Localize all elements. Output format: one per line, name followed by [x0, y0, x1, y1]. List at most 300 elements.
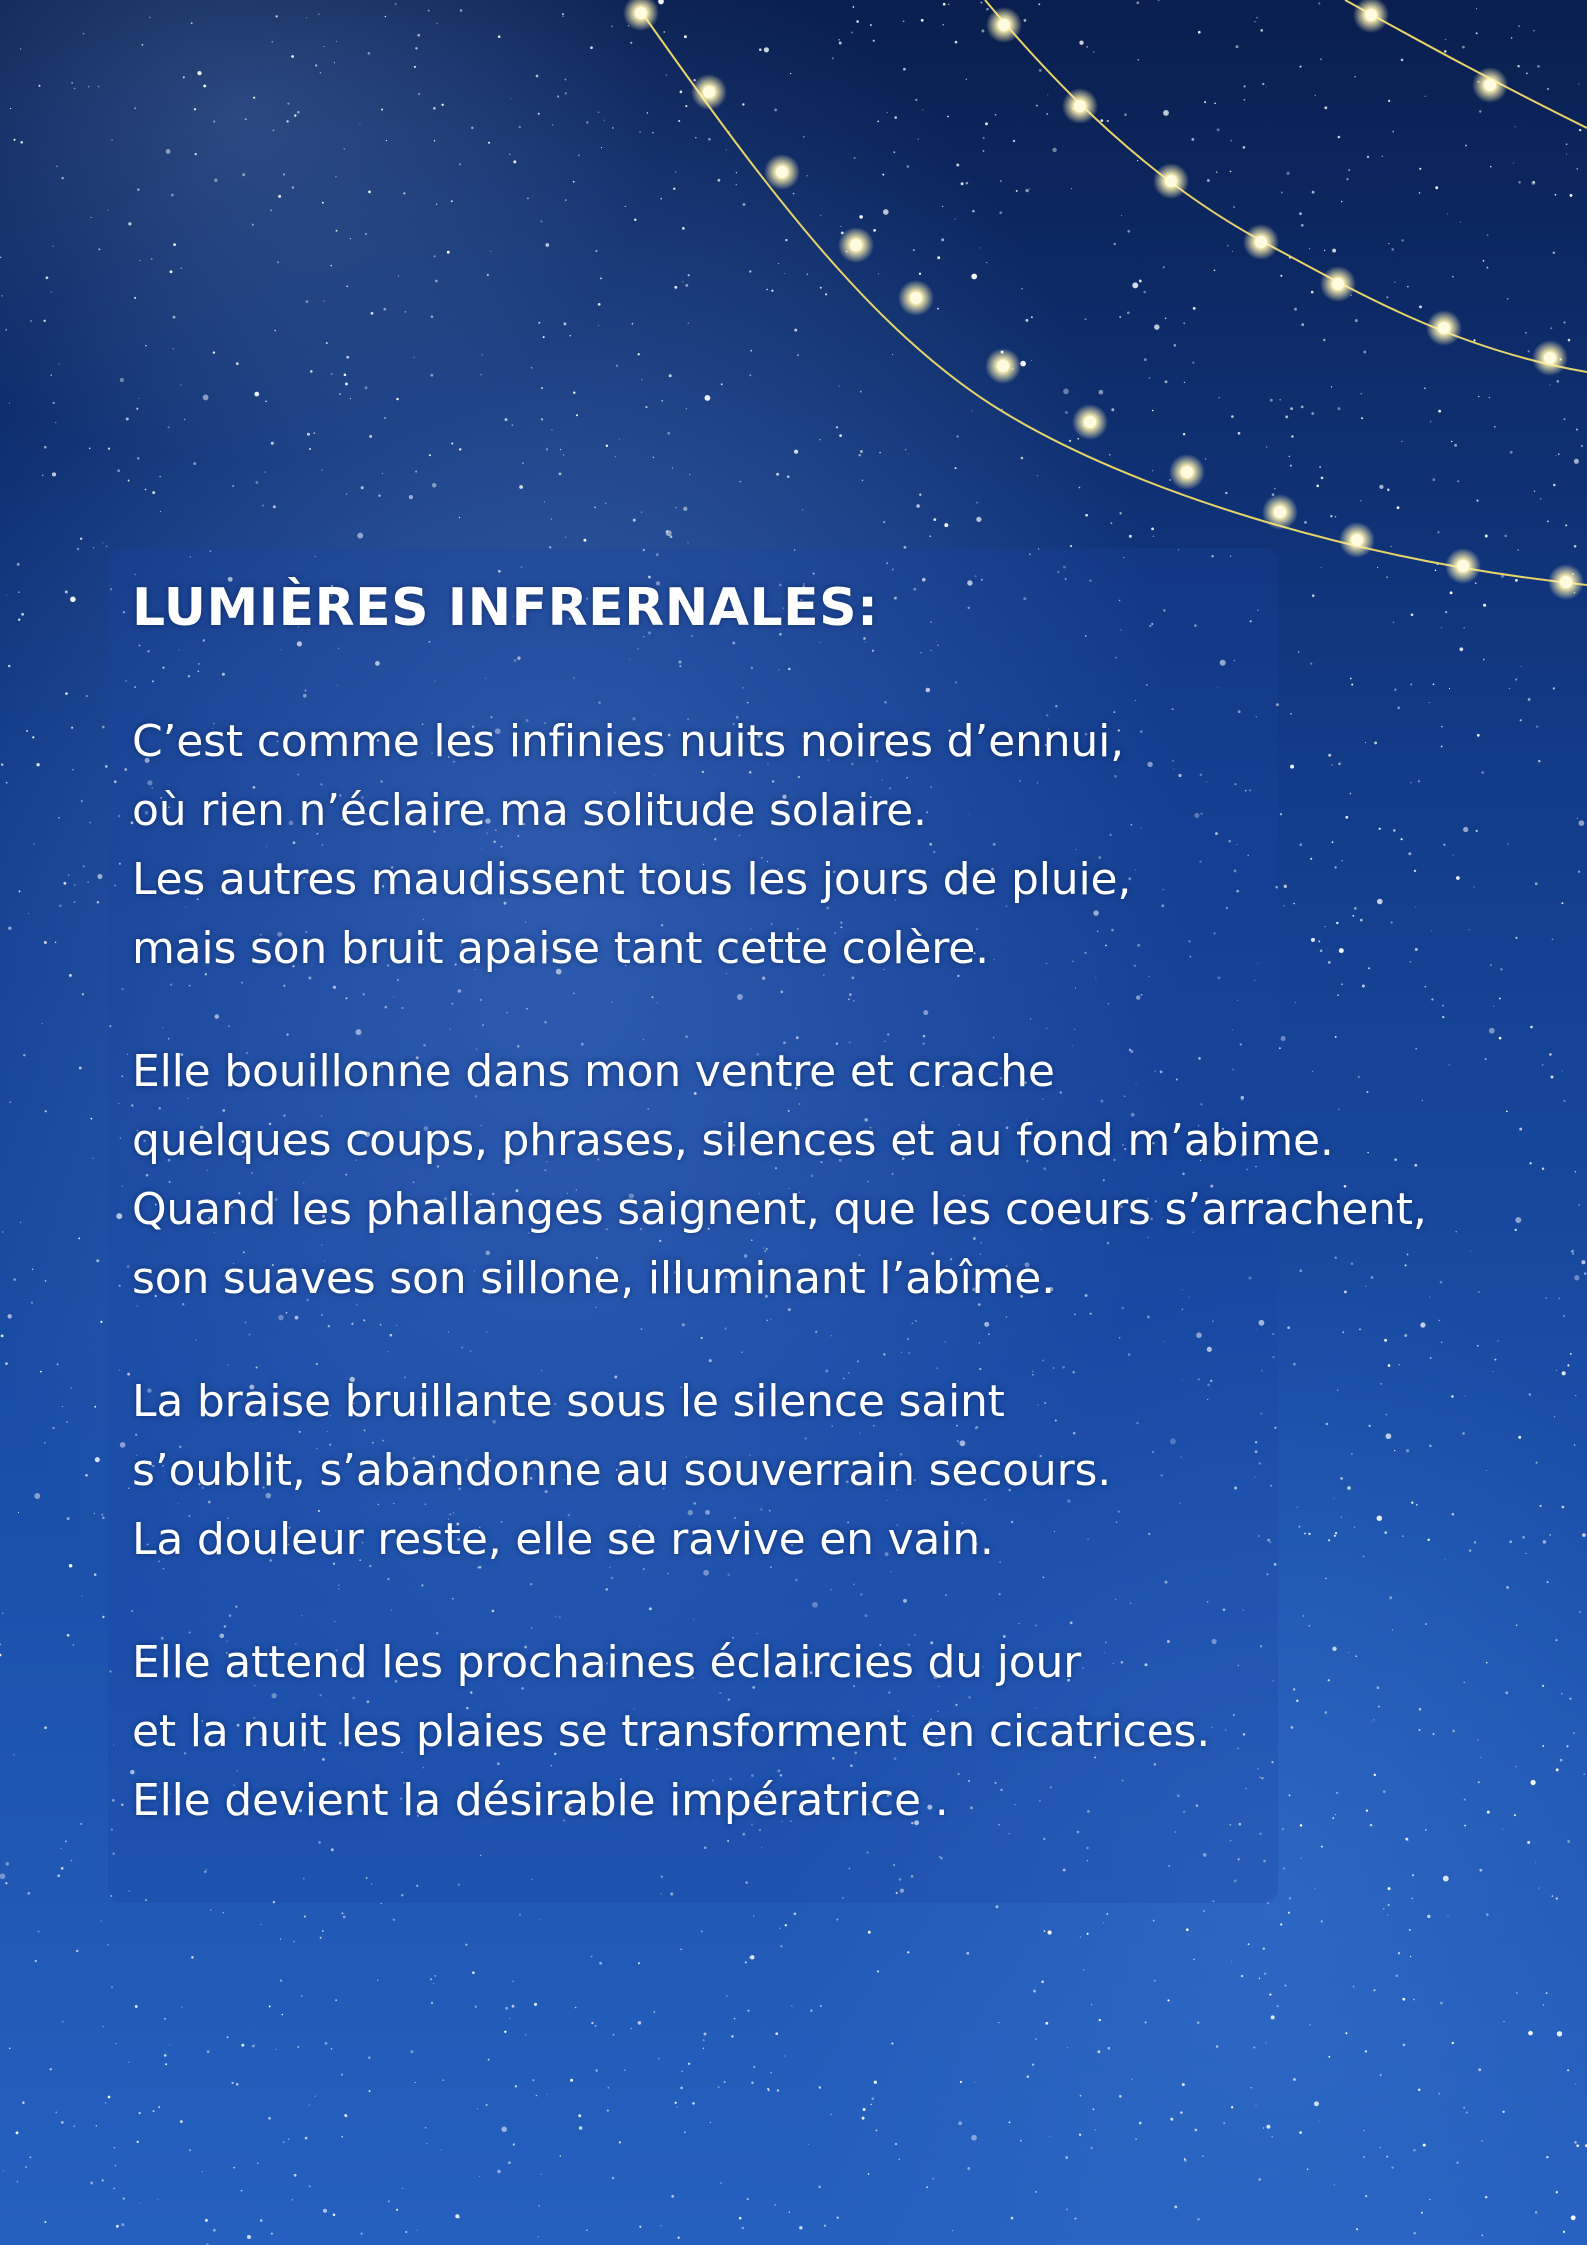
star	[1269, 1994, 1271, 1996]
star	[25, 2166, 27, 2168]
star	[1571, 2215, 1576, 2220]
star	[81, 1595, 82, 1596]
star	[20, 1222, 21, 1223]
star	[283, 2141, 285, 2143]
star	[688, 2063, 690, 2065]
star	[1563, 2231, 1565, 2233]
star	[55, 2111, 57, 2113]
star	[62, 1406, 63, 1407]
bulb	[1274, 506, 1286, 518]
star	[1170, 2118, 1173, 2121]
star	[1106, 1913, 1108, 1915]
star	[1527, 1841, 1530, 1844]
star	[1562, 1070, 1563, 1071]
star	[320, 1937, 322, 1939]
star	[1383, 1908, 1385, 1910]
star	[996, 1905, 999, 1908]
star	[877, 1970, 879, 1972]
star	[512, 1981, 513, 1982]
star	[974, 2082, 975, 2083]
bulb	[1484, 79, 1496, 91]
star	[2, 1231, 3, 1232]
star	[57, 1874, 60, 1877]
star	[1216, 2045, 1218, 2047]
star	[477, 2108, 478, 2109]
star	[1154, 1980, 1156, 1982]
star	[1535, 1862, 1536, 1863]
star	[22, 2101, 25, 2104]
star	[932, 2178, 934, 2180]
star	[891, 2042, 893, 2044]
star	[1353, 1986, 1355, 1988]
star	[1572, 1253, 1574, 1255]
star	[1364, 2130, 1365, 2131]
star	[1556, 1897, 1558, 1899]
star	[1579, 1611, 1581, 1613]
star	[1553, 687, 1555, 689]
star	[1066, 2208, 1068, 2210]
star	[191, 1956, 193, 1958]
star	[411, 2050, 414, 2053]
star	[1174, 2205, 1177, 2208]
star	[1083, 1969, 1084, 1970]
star	[1405, 1838, 1408, 1841]
star	[1345, 2032, 1347, 2034]
star	[377, 1980, 378, 1981]
star	[1538, 1888, 1539, 1889]
star	[1556, 1768, 1559, 1771]
star	[1009, 2122, 1011, 2124]
star	[292, 2199, 293, 2200]
star	[966, 1952, 969, 1955]
star	[202, 2171, 203, 2172]
star	[105, 2102, 106, 2103]
star	[1567, 1840, 1570, 1843]
star	[868, 2173, 870, 2175]
star	[139, 2112, 141, 2114]
star	[322, 1930, 324, 1932]
star	[140, 2203, 141, 2204]
star	[32, 736, 34, 738]
star	[724, 2081, 726, 2083]
star	[433, 1983, 434, 1984]
star	[50, 2068, 52, 2070]
star	[1321, 1846, 1323, 1848]
star	[231, 2082, 233, 2084]
string-lights-icon	[0, 0, 1587, 600]
star	[368, 2057, 370, 2059]
star	[260, 1924, 261, 1925]
star	[789, 2211, 790, 2212]
star	[1182, 2083, 1185, 2086]
star	[791, 2005, 792, 2006]
stanza-2	[132, 1037, 1552, 1313]
bulb	[1365, 9, 1377, 21]
poem-title: LUMIÈRES INFRERNALES:	[132, 578, 879, 638]
star	[3, 2170, 4, 2171]
star	[1560, 1759, 1563, 1762]
star	[18, 619, 20, 621]
star	[1079, 2134, 1081, 2136]
star	[61, 2121, 64, 2124]
star	[1067, 2047, 1068, 2048]
star	[1481, 2235, 1483, 2237]
star	[703, 2039, 705, 2041]
star	[926, 2186, 928, 2188]
star	[280, 1939, 281, 1940]
star	[613, 2034, 615, 2036]
star	[799, 2226, 802, 2229]
star	[1443, 1876, 1449, 1882]
star	[820, 2005, 822, 2007]
star	[658, 2058, 660, 2060]
star	[405, 2231, 407, 2233]
star	[726, 1995, 727, 1996]
star	[1099, 2019, 1101, 2021]
star	[591, 2022, 593, 2024]
star	[72, 769, 73, 770]
star	[876, 2130, 878, 2132]
poem-line: La douleur reste, elle se ravive en vain.	[132, 1514, 994, 1565]
star	[59, 905, 61, 907]
stanza-3	[132, 1367, 1552, 1574]
star	[1103, 1922, 1104, 1923]
star	[1334, 2184, 1335, 2185]
star	[1091, 2004, 1092, 2005]
star	[396, 2209, 398, 2211]
star	[341, 2136, 343, 2138]
star	[0, 1873, 5, 1879]
star	[701, 1930, 703, 1932]
star	[1418, 2088, 1421, 2091]
star	[1271, 2136, 1272, 2137]
star	[739, 2217, 742, 2220]
star	[595, 2069, 598, 2072]
star	[780, 1945, 782, 1947]
star	[73, 2125, 75, 2127]
star	[718, 2086, 720, 2088]
star	[1562, 1506, 1565, 1509]
star	[586, 2229, 588, 2231]
star	[734, 2018, 735, 2019]
star	[671, 2195, 674, 2198]
star	[560, 2155, 561, 2156]
star	[612, 2177, 615, 2180]
star	[1395, 1974, 1398, 1977]
star	[1307, 2168, 1309, 2170]
star	[44, 1442, 46, 1444]
star	[157, 2199, 158, 2200]
star	[61, 1867, 64, 1870]
star	[1463, 2107, 1465, 2109]
star	[684, 2131, 686, 2133]
star	[8, 665, 11, 668]
star	[1578, 1204, 1580, 1206]
star	[108, 2096, 111, 2099]
star	[271, 2233, 273, 2235]
star	[1503, 2021, 1504, 2022]
star	[102, 2026, 103, 2027]
star	[1427, 1915, 1430, 1918]
star	[830, 2114, 832, 2116]
star	[236, 2083, 239, 2086]
star	[1575, 1171, 1577, 1173]
star	[5, 1882, 7, 1884]
star	[5, 1362, 8, 1365]
star	[67, 1517, 70, 1520]
star	[135, 2005, 138, 2008]
star	[1363, 2156, 1364, 2157]
star	[534, 2003, 537, 2006]
star	[998, 2022, 999, 2023]
stanza-4	[132, 1628, 1552, 1835]
poem-line: La braise bruillante sous le silence saint	[132, 1376, 1005, 1427]
star	[1575, 1395, 1576, 1396]
star	[164, 2018, 166, 2020]
bulb	[1165, 175, 1177, 187]
star	[1139, 2122, 1142, 2125]
bulb	[1438, 322, 1450, 334]
star	[18, 1512, 19, 1513]
star	[1259, 1978, 1260, 1979]
star	[42, 1023, 43, 1024]
star	[65, 692, 67, 694]
star	[121, 2223, 124, 2226]
star	[1035, 2191, 1037, 2193]
star	[1202, 2156, 1203, 2157]
star	[497, 2170, 500, 2173]
star	[578, 2114, 581, 2117]
star	[675, 2102, 677, 2104]
star	[102, 2179, 104, 2181]
star	[1132, 2079, 1133, 2080]
star	[69, 1564, 73, 1568]
bulb	[1544, 352, 1556, 364]
star	[309, 2185, 311, 2187]
star	[1481, 2140, 1483, 2142]
star	[1557, 2031, 1562, 2036]
star	[808, 2144, 809, 2145]
star	[1194, 2129, 1197, 2132]
star	[94, 1406, 96, 1408]
star	[116, 2225, 119, 2228]
star	[751, 2082, 753, 2084]
star	[333, 2214, 336, 2217]
star	[1584, 1272, 1586, 1274]
star	[335, 1999, 337, 2001]
star	[1203, 1910, 1205, 1912]
star	[341, 1912, 343, 1914]
star	[78, 1238, 80, 1240]
star	[1421, 2212, 1423, 2214]
star	[1412, 1898, 1413, 1899]
star	[88, 882, 89, 883]
star	[1582, 1533, 1586, 1537]
star	[547, 2094, 548, 2095]
star	[1574, 1444, 1575, 1445]
star	[1485, 2196, 1487, 2198]
star	[282, 2014, 284, 2016]
star	[62, 2021, 63, 2022]
star	[1409, 1929, 1411, 1931]
star	[1309, 2024, 1310, 2025]
star	[1407, 1840, 1408, 1841]
star	[1575, 2083, 1576, 2084]
star	[753, 1916, 754, 1917]
star	[94, 1513, 95, 1514]
star	[770, 2072, 771, 2073]
star	[181, 2006, 182, 2007]
bulb	[1560, 576, 1572, 588]
star	[1285, 1985, 1287, 1987]
star	[1398, 1952, 1400, 1954]
star	[1135, 2138, 1136, 2139]
bulb	[850, 239, 862, 251]
star	[44, 941, 47, 944]
poem-line: mais son bruit apaise tant cette colère.	[132, 923, 989, 974]
star	[1567, 2069, 1569, 2071]
star	[1193, 1959, 1194, 1960]
star	[1570, 1353, 1572, 1355]
star	[70, 1387, 72, 1389]
star	[97, 874, 102, 879]
star	[33, 843, 35, 845]
star	[260, 2219, 263, 2222]
star	[1386, 2156, 1388, 2158]
star	[1080, 1936, 1081, 1937]
bulb	[1332, 278, 1344, 290]
star	[5, 1862, 9, 1866]
star	[579, 2126, 583, 2130]
star	[1365, 2050, 1367, 2052]
star	[66, 1421, 68, 1423]
star	[501, 2127, 506, 2132]
star	[1041, 1981, 1044, 1984]
star	[7, 1314, 11, 1318]
star	[895, 2143, 897, 2145]
star	[252, 2045, 254, 2047]
star	[1167, 1999, 1169, 2001]
bulb	[1181, 466, 1193, 478]
star	[1452, 2042, 1454, 2044]
star	[1314, 2101, 1319, 2106]
star	[742, 2227, 744, 2229]
star	[532, 2079, 534, 2081]
star	[331, 2048, 333, 2050]
star	[472, 1971, 475, 1974]
star	[152, 2110, 154, 2112]
star	[1573, 1732, 1575, 1734]
star	[1, 763, 4, 766]
star	[23, 1054, 25, 1056]
poem-line: Les autres maudissent tous les jours de pluie,	[132, 854, 1132, 905]
star	[1528, 2031, 1533, 2036]
star	[94, 1573, 97, 1576]
bulb	[910, 292, 922, 304]
star	[837, 2217, 839, 2219]
star	[36, 763, 39, 766]
star	[1479, 1869, 1482, 1872]
star	[257, 2162, 259, 2164]
star	[1373, 1989, 1375, 1991]
star	[703, 2048, 705, 2050]
star	[824, 2225, 826, 2227]
star	[870, 2104, 872, 2106]
star	[608, 2087, 610, 2089]
star	[440, 2149, 441, 2150]
star	[1314, 1888, 1315, 1889]
star	[115, 2043, 117, 2045]
star	[82, 993, 84, 995]
star	[1186, 1928, 1189, 1931]
star	[45, 1280, 47, 1282]
star	[1035, 2038, 1037, 2040]
star	[341, 2074, 343, 2076]
star	[361, 2233, 363, 2235]
star	[599, 1962, 602, 1965]
star	[1563, 1315, 1565, 1317]
star	[44, 1726, 47, 1729]
star	[1556, 1370, 1557, 1371]
star	[67, 1634, 70, 1637]
star	[1438, 2093, 1440, 2095]
star	[1429, 2199, 1430, 2200]
star	[1466, 2112, 1468, 2114]
star	[1535, 2211, 1537, 2213]
star	[539, 1919, 540, 1920]
star	[76, 1950, 78, 1952]
bulb	[703, 86, 715, 98]
star	[731, 2035, 733, 2037]
star	[27, 1892, 30, 1895]
star	[1546, 2156, 1549, 2159]
star	[1288, 1912, 1290, 1914]
star	[1563, 1100, 1565, 1102]
star	[69, 974, 72, 977]
star	[96, 1259, 99, 1262]
star	[1502, 2111, 1504, 2113]
star	[388, 2200, 390, 2202]
star	[653, 2011, 655, 2013]
star	[519, 1914, 521, 1916]
star	[393, 1919, 395, 1921]
star	[241, 2044, 244, 2047]
star	[1412, 1874, 1414, 1876]
star	[180, 2120, 183, 2123]
star	[9, 2048, 11, 2050]
star	[60, 1848, 61, 1849]
star	[465, 1944, 467, 1946]
star	[85, 1474, 88, 1477]
star	[425, 2127, 427, 2129]
poem-line: où rien n’éclaire ma solitude solaire.	[132, 785, 927, 836]
star	[17, 2181, 18, 2182]
star	[1321, 1920, 1323, 1922]
bulb	[1351, 534, 1363, 546]
star	[971, 2135, 977, 2141]
star	[1546, 1992, 1548, 1994]
star	[344, 2114, 347, 2117]
bulb	[1255, 236, 1267, 248]
star	[1248, 1943, 1250, 1945]
star	[97, 901, 100, 904]
star	[81, 800, 83, 802]
star	[417, 2230, 418, 2231]
star	[86, 695, 88, 697]
bulb	[998, 19, 1010, 31]
star	[1047, 1930, 1051, 1934]
light-bulbs	[623, 0, 1584, 600]
